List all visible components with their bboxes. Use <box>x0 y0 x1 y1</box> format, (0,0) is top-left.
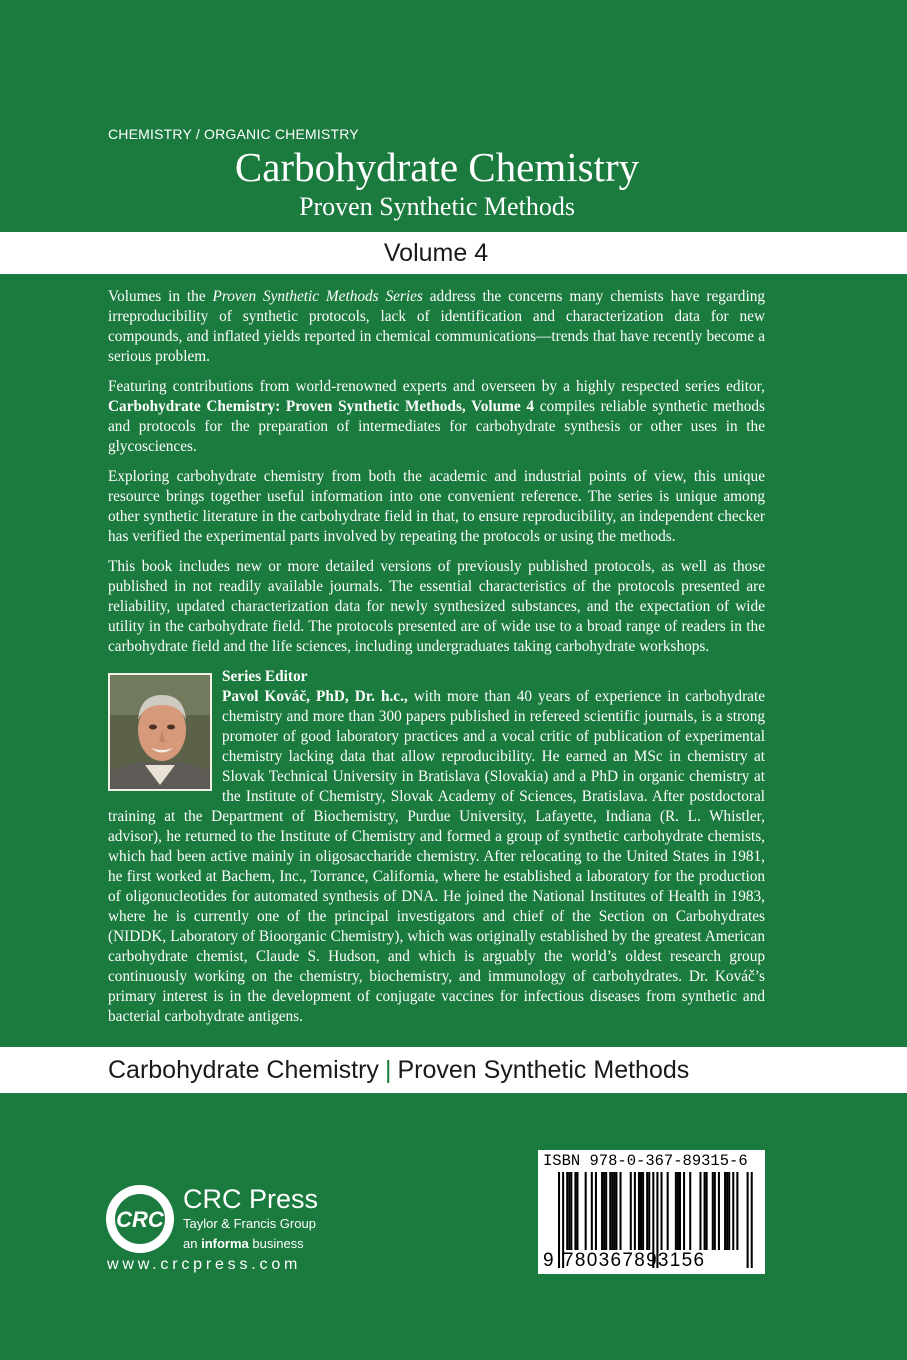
barcode-bar <box>712 1172 714 1250</box>
barcode-bar <box>630 1172 632 1250</box>
barcode-bar <box>724 1172 726 1250</box>
barcode-bar <box>613 1172 615 1250</box>
barcode-bar <box>634 1172 636 1250</box>
barcode-bar <box>595 1172 597 1250</box>
barcode-bar <box>568 1172 570 1250</box>
barcode-bar <box>732 1172 734 1250</box>
barcode-bar <box>648 1172 650 1250</box>
barcode-bar <box>576 1172 578 1250</box>
svg-text:CRC: CRC <box>116 1207 164 1232</box>
barcode-bar <box>570 1172 572 1250</box>
barcode-bar <box>706 1172 708 1250</box>
description-paragraph: This book includes new or more detailed versions of previously published protocols, as well as those published in not readily available journals. The essential characteristics of the protocols presented are reliability, updated characterization data for newly synthesized substances, and the expectation of wide utility in the carbohydrate field. The protocols presented are of wide use to a broad range of readers in the carbohydrate field and the life sciences, including undergraduates taking carbohydrate workshops. <box>108 558 765 655</box>
publisher-group: Taylor & Francis Group <box>183 1216 316 1231</box>
barcode-bar <box>601 1172 603 1250</box>
barcode-bar <box>661 1172 663 1250</box>
barcode-bar <box>640 1172 642 1250</box>
barcode-bar <box>683 1172 685 1250</box>
barcode-bar <box>609 1172 611 1250</box>
footer-band <box>0 1047 907 1093</box>
barcode-bar <box>615 1172 617 1250</box>
publisher-name: CRC Press <box>183 1184 319 1214</box>
barcode-bar <box>611 1172 613 1250</box>
description <box>108 287 765 667</box>
book-title: Carbohydrate Chemistry <box>234 144 640 190</box>
barcode-bar <box>667 1172 669 1250</box>
book-reference: Carbohydrate Chemistry: Proven Synthetic Methods, Volume 4 <box>108 398 535 415</box>
barcode-bar <box>726 1172 728 1250</box>
barcode-bar <box>714 1172 716 1250</box>
footer-subtitle: Proven Synthetic Methods <box>397 1056 690 1084</box>
barcode-bar <box>736 1172 738 1250</box>
isbn-label: ISBN 978-0-367-89315-6 <box>543 1152 748 1170</box>
barcode-bar <box>699 1172 701 1250</box>
description-paragraph: Featuring contributions from world-renowned experts and overseen by a highly respected series editor, Carbohydrate Chemistry: Proven Synthetic Methods, Volume 4 compiles reliable synthetic methods and protocols for the preparation of intermediates for carbohydrate synthesis or other uses in the glycosciences. <box>108 378 765 455</box>
description-paragraph: Volumes in the Proven Synthetic Methods Series address the concerns many chemists have regarding irreproducibility of synthetic protocols, lack of identification and characterization data for new compounds, and inflated yields reported in chemical communications—trends that have recently become a serious problem. <box>108 288 765 365</box>
barcode-bar <box>675 1172 677 1250</box>
barcode-bar <box>646 1172 648 1250</box>
editor-heading: Series Editor <box>222 668 308 685</box>
barcode-bar <box>642 1172 644 1250</box>
barcode-bar <box>605 1172 607 1250</box>
barcode-bar <box>689 1172 691 1250</box>
barcode-bar <box>728 1172 730 1250</box>
barcode-bar <box>574 1172 576 1250</box>
barcode-bar <box>620 1172 622 1250</box>
editor-photo <box>108 673 212 791</box>
barcode-bar <box>558 1172 560 1268</box>
barcode-bar <box>591 1172 593 1250</box>
barcode-bar <box>603 1172 605 1250</box>
volume-band <box>0 232 907 274</box>
crc-logo-icon <box>104 1183 176 1255</box>
publisher-informa: an informa business <box>183 1236 304 1251</box>
category-label: CHEMISTRY / ORGANIC CHEMISTRY <box>108 126 359 142</box>
ean-lead-digit: 9 <box>543 1250 554 1271</box>
barcode-bar <box>677 1172 679 1250</box>
barcode-box <box>538 1150 765 1274</box>
editor-name: Pavol Kováč, PhD, Dr. h.c., <box>222 688 408 705</box>
volume-label: Volume 4 <box>383 239 489 267</box>
barcode-bar <box>704 1172 706 1250</box>
barcode-bar <box>585 1172 587 1250</box>
barcode-bar <box>638 1172 640 1250</box>
description-paragraph: Exploring carbohydrate chemistry from both the academic and industrial points of view, this unique resource brings together useful information into one convenient reference. The series is unique among other synthetic literature in the carbohydrate field in that, to ensure reproducibility, an independent checker has verified the experimental parts involved by repeating the protocols or using the methods. <box>108 468 765 545</box>
editor-bio: with more than 40 years of experience in carbohydrate chemistry and more than 300 papers published in refereed scientific journals, is a strong promoter of good laboratory practices and a vocal critic of publication of experimental chemistry lacking data that allow reproducibility. He earned an MSc in chemistry at Slovak Technical University in Bratislava (Slovakia) and a PhD in organic chemistry at the Institute of Chemistry, Slovak Academy of Sciences, Bratislava. After postdoctoral training at the Department of Biochemistry, Purdue University, Lafayette, Indiana (R. L. Whistler, advisor), he returned to the Institute of Chemistry and formed a group of synthetic carbohydrate chemists, which had been active mainly in oligosaccharide chemistry. After relocating to the United States in 1981, he first worked at Bachem, Inc., Torrance, California, where he established a laboratory for the production of oligonucleotides for automated synthesis of DNA. He joined the National Institutes of Health in 1983, where he is currently one of the principal investigators and chief of the Section on Carbohydrates (NIDDK, Laboratory of Bioorganic Chemistry), which was originally established by the greatest American carbohydrate chemist, Claude S. Hudson, and which is arguably the world’s oldest research group continuously working on the chemistry, biochemistry, and immunology of carbohydrates. Dr. Kováč’s primary interest is in the development of conjugate vaccines for infectious diseases from synthetic and bacterial carbohydrate antigens. <box>108 688 765 1025</box>
barcode-bar <box>718 1172 720 1250</box>
footer-title: Carbohydrate Chemistry <box>108 1056 379 1084</box>
barcode-bar <box>566 1172 568 1250</box>
ean-digits: 780367893156 <box>563 1250 706 1271</box>
barcode-bar <box>679 1172 681 1250</box>
series-editor-section <box>108 667 765 1027</box>
footer-separator: | <box>384 1056 392 1084</box>
series-name: Proven Synthetic Methods Series <box>212 288 423 305</box>
book-subtitle: Proven Synthetic Methods <box>299 192 575 221</box>
publisher-url: www.crcpress.com <box>107 1256 302 1273</box>
